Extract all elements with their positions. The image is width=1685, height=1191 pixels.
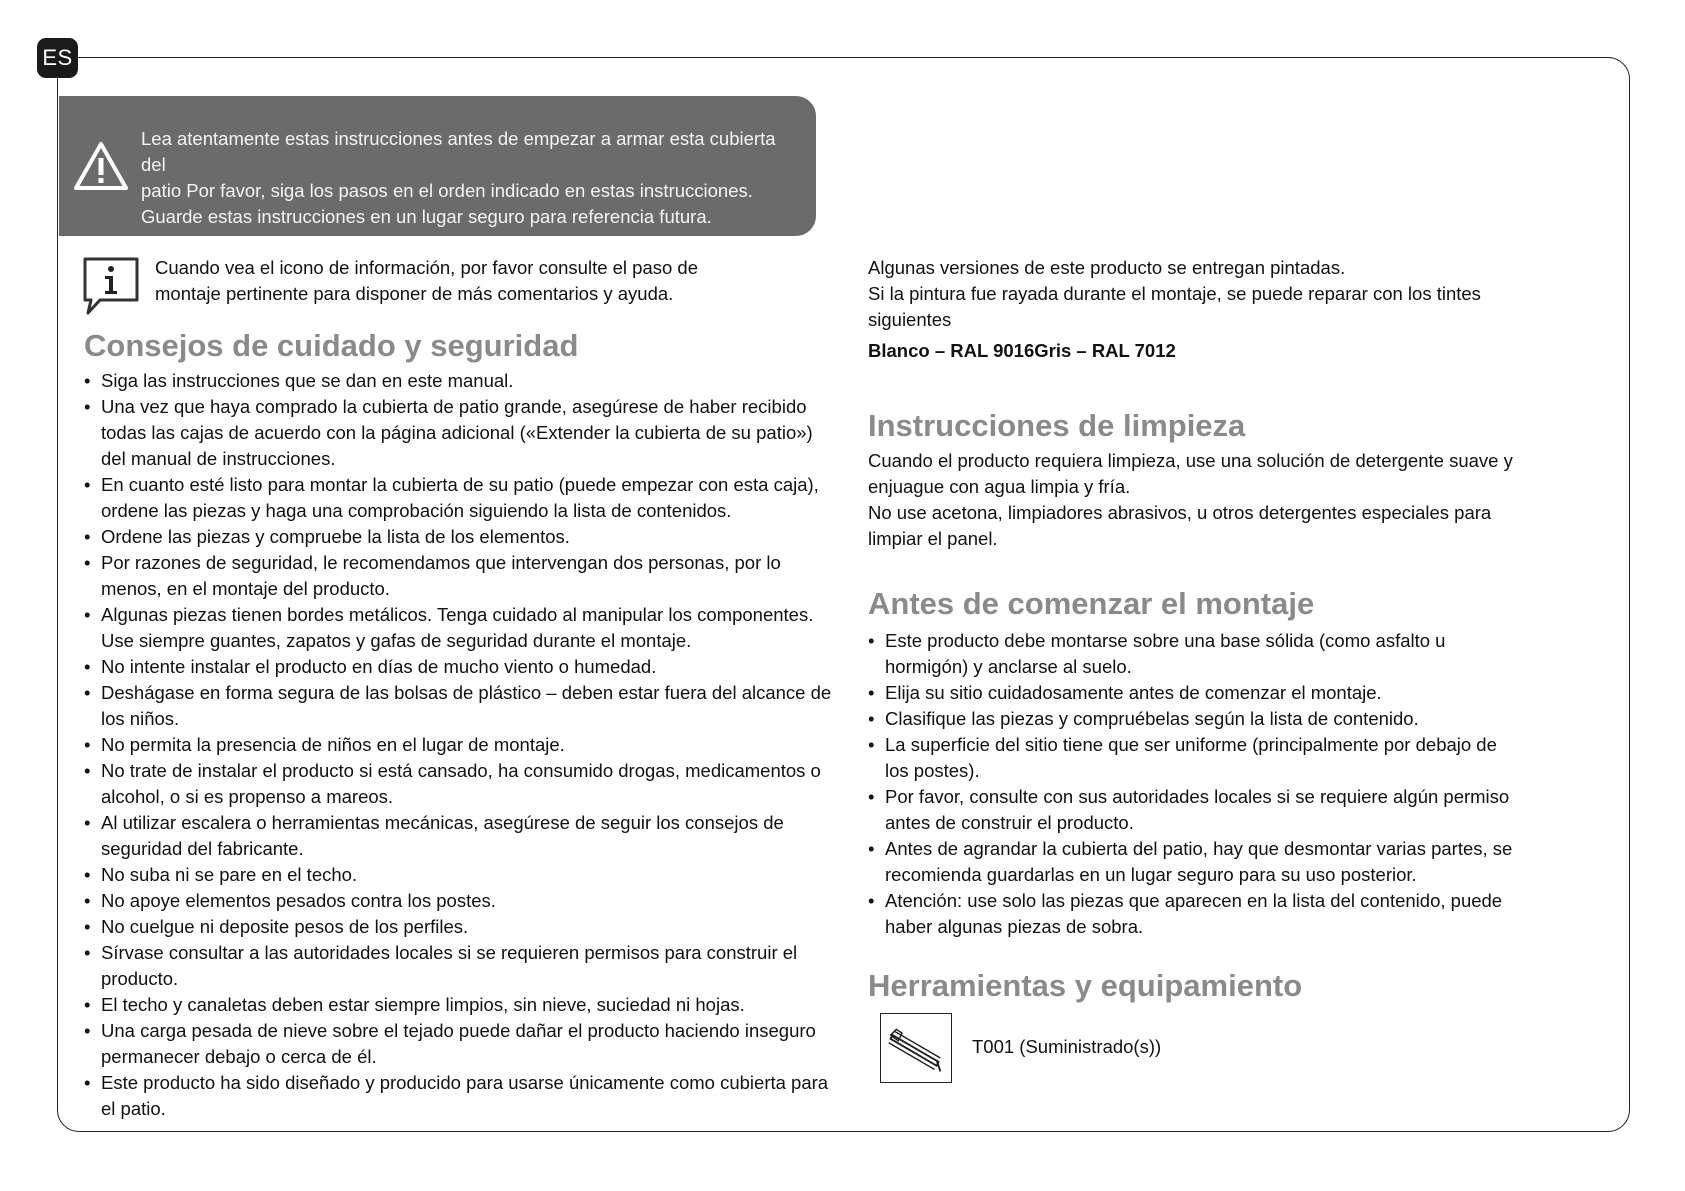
list-item: • Clasifique las piezas y compruébelas según la lista de contenido. — [868, 706, 1523, 732]
hex-key-tool-icon — [881, 1014, 950, 1081]
list-item: • Antes de agrandar la cubierta del patio, hay que desmontar varias partes, se recomienda guardarlas en un lugar seguro para su uso posterior. — [868, 836, 1523, 888]
list-item: • No apoye elementos pesados contra los postes. — [84, 888, 832, 914]
warning-line: patio Por favor, siga los pasos en el orden indicado en estas instrucciones. — [141, 180, 753, 201]
list-item: • Elija su sitio cuidadosamente antes de comenzar el montaje. — [868, 680, 1523, 706]
list-item: • Este producto ha sido diseñado y producido para usarse únicamente como cubierta para el patio. — [84, 1070, 832, 1122]
cleaning-text — [868, 448, 1523, 552]
safety-list — [84, 368, 832, 1122]
list-item: • En cuanto esté listo para montar la cubierta de su patio (puede empezar con esta caja), ordene las piezas y haga una comprobación siguiendo la lista de contenidos. — [84, 472, 832, 524]
info-line: Cuando vea el icono de información, por favor consulte el paso de — [155, 257, 699, 278]
safety-heading: Consejos de cuidado y seguridad — [84, 328, 579, 363]
warning-line: Guarde estas instrucciones en un lugar seguro para referencia futura. — [141, 206, 712, 227]
tool-label: T001 (Suministrado(s)) — [972, 1036, 1162, 1057]
paint-line: Algunas versiones de este producto se entregan pintadas. — [868, 257, 1346, 278]
cleaning-line: Cuando el producto requiera limpieza, use una solución de detergente suave y enjuague con agua limpia y fría. — [868, 450, 1513, 497]
list-item: • La superficie del sitio tiene que ser uniforme (principalmente por debajo de los postes). — [868, 732, 1523, 784]
paint-note — [868, 255, 1518, 333]
info-text — [155, 255, 755, 307]
list-item: • Ordene las piezas y compruebe la lista de los elementos. — [84, 524, 832, 550]
tool-thumbnail — [880, 1013, 952, 1083]
warning-text — [141, 126, 801, 230]
before-heading: Antes de comenzar el montaje — [868, 586, 1315, 621]
info-line: montaje pertinente para disponer de más comentarios y ayuda. — [155, 283, 674, 304]
list-item: • Una vez que haya comprado la cubierta de patio grande, asegúrese de haber recibido todas las cajas de acuerdo con la página adicional («Extender la cubierta de su patio») del manual de instrucciones. — [84, 394, 832, 472]
list-item: • Por favor, consulte con sus autoridades locales si se requiere algún permiso antes de construir el producto. — [868, 784, 1523, 836]
paint-colors: Blanco – RAL 9016Gris – RAL 7012 — [868, 340, 1176, 361]
list-item: • Deshágase en forma segura de las bolsas de plástico – deben estar fuera del alcance de los niños. — [84, 680, 832, 732]
list-item: • Una carga pesada de nieve sobre el tejado puede dañar el producto haciendo inseguro permanecer debajo o cerca de él. — [84, 1018, 832, 1070]
warning-line: Lea atentamente estas instrucciones antes de empezar a armar esta cubierta del — [141, 128, 776, 175]
list-item: • Siga las instrucciones que se dan en este manual. — [84, 368, 832, 394]
list-item: • Algunas piezas tienen bordes metálicos. Tenga cuidado al manipular los componentes. Use siempre guantes, zapatos y gafas de seguridad durante el montaje. — [84, 602, 832, 654]
list-item: • Por razones de seguridad, le recomendamos que intervengan dos personas, por lo menos, en el montaje del producto. — [84, 550, 832, 602]
list-item: • Sírvase consultar a las autoridades locales si se requieren permisos para construir el producto. — [84, 940, 832, 992]
list-item: • No permita la presencia de niños en el lugar de montaje. — [84, 732, 832, 758]
list-item: • Al utilizar escalera o herramientas mecánicas, asegúrese de seguir los consejos de seguridad del fabricante. — [84, 810, 832, 862]
tools-heading: Herramientas y equipamiento — [868, 968, 1303, 1003]
info-speech-bubble-icon — [80, 255, 142, 317]
language-tab: ES — [37, 38, 78, 78]
list-item: • No cuelgue ni deposite pesos de los perfiles. — [84, 914, 832, 940]
paint-line: Si la pintura fue rayada durante el montaje, se puede reparar con los tintes siguientes — [868, 283, 1481, 330]
list-item: • El techo y canaletas deben estar siempre limpios, sin nieve, suciedad ni hojas. — [84, 992, 832, 1018]
cleaning-heading: Instrucciones de limpieza — [868, 408, 1246, 443]
list-item: • Atención: use solo las piezas que aparecen en la lista del contenido, puede haber algunas piezas de sobra. — [868, 888, 1523, 940]
list-item: • No suba ni se pare en el techo. — [84, 862, 832, 888]
list-item: • No trate de instalar el producto si está cansado, ha consumido drogas, medicamentos o alcohol, o si es propenso a mareos. — [84, 758, 832, 810]
cleaning-line: No use acetona, limpiadores abrasivos, u otros detergentes especiales para limpiar el panel. — [868, 502, 1492, 549]
list-item: • Este producto debe montarse sobre una base sólida (como asfalto u hormigón) y anclarse al suelo. — [868, 628, 1523, 680]
warning-banner — [59, 96, 816, 236]
list-item: • No intente instalar el producto en días de mucho viento o humedad. — [84, 654, 832, 680]
warning-triangle-icon — [73, 140, 129, 192]
before-list — [868, 628, 1523, 940]
